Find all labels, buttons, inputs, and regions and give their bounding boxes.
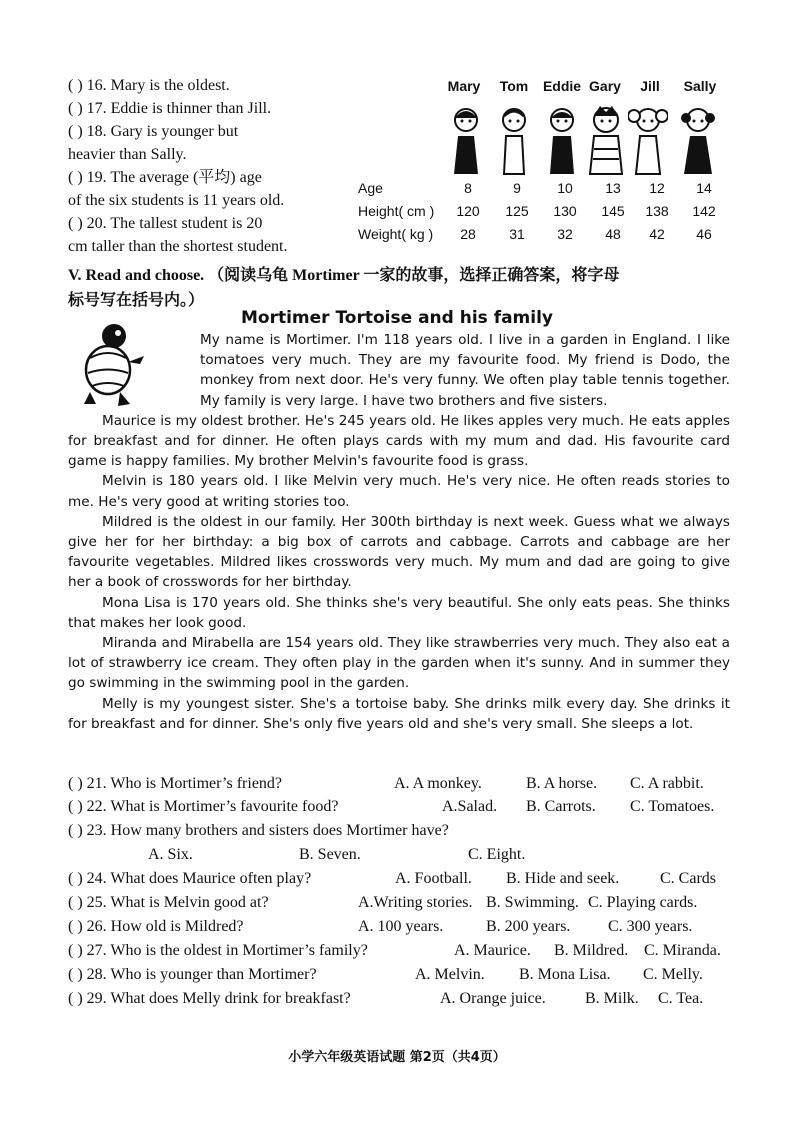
option-b[interactable]: B. Hide and seek. <box>506 870 620 887</box>
age-value: 12 <box>649 180 665 196</box>
section-heading: V. Read and choose. （阅读乌龟 Mortimer 一家的故事，选择正确答案，将字母 <box>68 267 620 284</box>
weight-value: 32 <box>557 226 573 242</box>
story-paragraph: Melvin is 180 years old. I like Melvin very much. He's very nice. He often reads stories to me. He's very good at writing stories too. <box>68 473 730 510</box>
option-c[interactable]: C. Miranda. <box>644 942 721 959</box>
question-24: ( ) 24. What does Maurice often play? A. Football. B. Hide and seek. C. Cards <box>68 870 716 887</box>
option-a[interactable]: A. A monkey. <box>394 775 482 792</box>
question-21: ( ) 21. Who is Mortimer’s friend? A. A monkey. B. A horse. C. A rabbit. <box>68 775 704 792</box>
option-c[interactable]: C. Eight. <box>468 846 526 863</box>
age-label: Age <box>358 180 383 196</box>
girl-figure-icon <box>628 104 668 176</box>
weight-value: 48 <box>605 226 621 242</box>
question-22: ( ) 22. What is Mortimer’s favourite food? A.Salad. B. Carrots. C. Tomatoes. <box>68 798 715 815</box>
age-value: 10 <box>557 180 573 196</box>
answer-blank[interactable]: ( ) <box>68 169 83 186</box>
question-19-cont: of the six students is 11 years old. <box>68 192 285 209</box>
question-28: ( ) 28. Who is younger than Mortimer? A. Melvin. B. Mona Lisa. C. Melly. <box>68 966 703 983</box>
age-value: 14 <box>696 180 712 196</box>
weight-value: 46 <box>696 226 712 242</box>
answer-blank[interactable]: ( ) <box>68 215 83 232</box>
story-paragraph: My name is Mortimer. I'm 118 years old. I live in a garden in England. I like tomatoes very much. They are my favourite food. My friend is Dodo, the monkey from next door. He's very funny. We often play table tennis together. My family is very large. I have two brothers and five sisters. <box>200 332 730 409</box>
option-a[interactable]: A. Melvin. <box>415 966 485 983</box>
girl-figure-icon <box>678 104 718 176</box>
question-17: ( ) 17. Eddie is thinner than Jill. <box>68 100 272 117</box>
story-title: Mortimer Tortoise and his family <box>240 308 554 328</box>
height-value: 138 <box>645 203 669 219</box>
answer-blank[interactable]: ( ) <box>68 77 83 94</box>
question-26: ( ) 26. How old is Mildred? A. 100 years. B. 200 years. C. 300 years. <box>68 918 693 935</box>
option-c[interactable]: C. 300 years. <box>608 918 693 935</box>
height-value: 120 <box>456 203 480 219</box>
section-heading-cont: 标号写在括号内。） <box>68 292 205 309</box>
weight-value: 28 <box>460 226 476 242</box>
option-b[interactable]: B. Carrots. <box>526 798 596 815</box>
question-16: ( ) 16. Mary is the oldest. <box>68 77 230 94</box>
question-25: ( ) 25. What is Melvin good at? A.Writing stories. B. Swimming. C. Playing cards. <box>68 894 698 911</box>
height-value: 125 <box>505 203 529 219</box>
story-paragraph: Mona Lisa is 170 years old. She thinks she's very beautiful. She only eats peas. She thinks that makes her look good. <box>68 594 730 631</box>
option-a[interactable]: A. 100 years. <box>358 918 444 935</box>
boy-figure-icon <box>586 104 626 176</box>
student-name: Tom <box>499 78 529 94</box>
question-18-cont: heavier than Sally. <box>68 146 187 163</box>
story-paragraph: Mildred is the oldest in our family. Her 300th birthday is next week. Guess what we always give her for her birthday: a big box of carrots and cabbage. Carrots and cabbage are her favourite vegetables. Mildred likes crosswords very much. My mum and dad are going to give her a book of crosswords for her birthday. <box>68 513 730 591</box>
question-20-cont: cm taller than the shortest student. <box>68 238 288 255</box>
option-c[interactable]: C. A rabbit. <box>630 775 704 792</box>
question-29: ( ) 29. What does Melly drink for breakfast? A. Orange juice. B. Milk. C. Tea. <box>68 990 704 1007</box>
option-b[interactable]: B. Milk. <box>585 990 639 1007</box>
boy-figure-icon <box>496 104 532 176</box>
answer-blank[interactable]: ( ) <box>68 123 83 140</box>
option-a[interactable]: A. Orange juice. <box>440 990 546 1007</box>
option-a[interactable]: A.Salad. <box>442 798 498 815</box>
students-illustration <box>440 78 740 178</box>
age-value: 8 <box>464 180 472 196</box>
option-c[interactable]: C. Tea. <box>658 990 704 1007</box>
option-c[interactable]: C. Playing cards. <box>588 894 698 911</box>
student-name: Jill <box>640 78 660 94</box>
option-b[interactable]: B. Mona Lisa. <box>519 966 611 983</box>
option-a[interactable]: A. Football. <box>395 870 472 887</box>
question-19: ( ) 19. The average (平均) age <box>68 169 262 186</box>
option-a[interactable]: A. Maurice. <box>454 942 531 959</box>
height-value: 145 <box>601 203 625 219</box>
option-b[interactable]: B. Mildred. <box>554 942 629 959</box>
answer-blank[interactable]: ( ) <box>68 100 83 117</box>
weight-value: 31 <box>509 226 525 242</box>
option-c[interactable]: C. Tomatoes. <box>630 798 715 815</box>
weight-value: 42 <box>649 226 665 242</box>
option-b[interactable]: B. 200 years. <box>486 918 571 935</box>
story-paragraph: Miranda and Mirabella are 154 years old. They like strawberries very much. They also eat a lot of strawberry ice cream. They often play in the garden when it's sunny. And in summer they go swimming in the swimming pool in the garden. <box>68 635 730 692</box>
student-name: Mary <box>447 78 481 94</box>
page-footer: 小学六年级英语试题 第2页（共4页） <box>288 1050 506 1065</box>
question-23: ( ) 23. How many brothers and sisters does Mortimer have? <box>68 822 449 839</box>
story-paragraph: Maurice is my oldest brother. He's 245 years old. He likes apples very much. He eats apples for breakfast and for dinner. He often plays cards with my mum and dad. His favourite card game is happy families. My brother Melvin's favourite food is grass. <box>68 412 730 470</box>
option-a[interactable]: A.Writing stories. <box>358 894 473 911</box>
story-paragraph: Melly is my youngest sister. She's a tortoise baby. She drinks milk every day. She drinks it for breakfast and for dinner. She's only five years old and she's very small. She sleeps a lot. <box>68 695 730 732</box>
story-text <box>68 330 730 734</box>
question-20: ( ) 20. The tallest student is 20 <box>68 215 263 232</box>
student-name: Sally <box>683 78 717 94</box>
age-value: 9 <box>513 180 521 196</box>
girl-figure-icon <box>448 104 484 176</box>
question-27: ( ) 27. Who is the oldest in Mortimer’s family? A. Maurice. B. Mildred. C. Miranda. <box>68 942 721 959</box>
option-b[interactable]: B. Swimming. <box>486 894 579 911</box>
weight-label: Weight( kg ) <box>358 226 434 242</box>
option-b[interactable]: B. A horse. <box>526 775 598 792</box>
option-c[interactable]: C. Melly. <box>643 966 703 983</box>
boy-figure-icon <box>544 104 580 176</box>
height-label: Height( cm ) <box>358 203 435 219</box>
student-name: Eddie <box>542 78 582 94</box>
height-value: 130 <box>553 203 577 219</box>
height-value: 142 <box>692 203 716 219</box>
age-value: 13 <box>605 180 621 196</box>
option-c[interactable]: C. Cards <box>660 870 716 887</box>
question-18: ( ) 18. Gary is younger but <box>68 123 239 140</box>
option-b[interactable]: B. Seven. <box>299 846 361 863</box>
student-name: Gary <box>589 78 621 94</box>
option-a[interactable]: A. Six. <box>148 846 193 863</box>
